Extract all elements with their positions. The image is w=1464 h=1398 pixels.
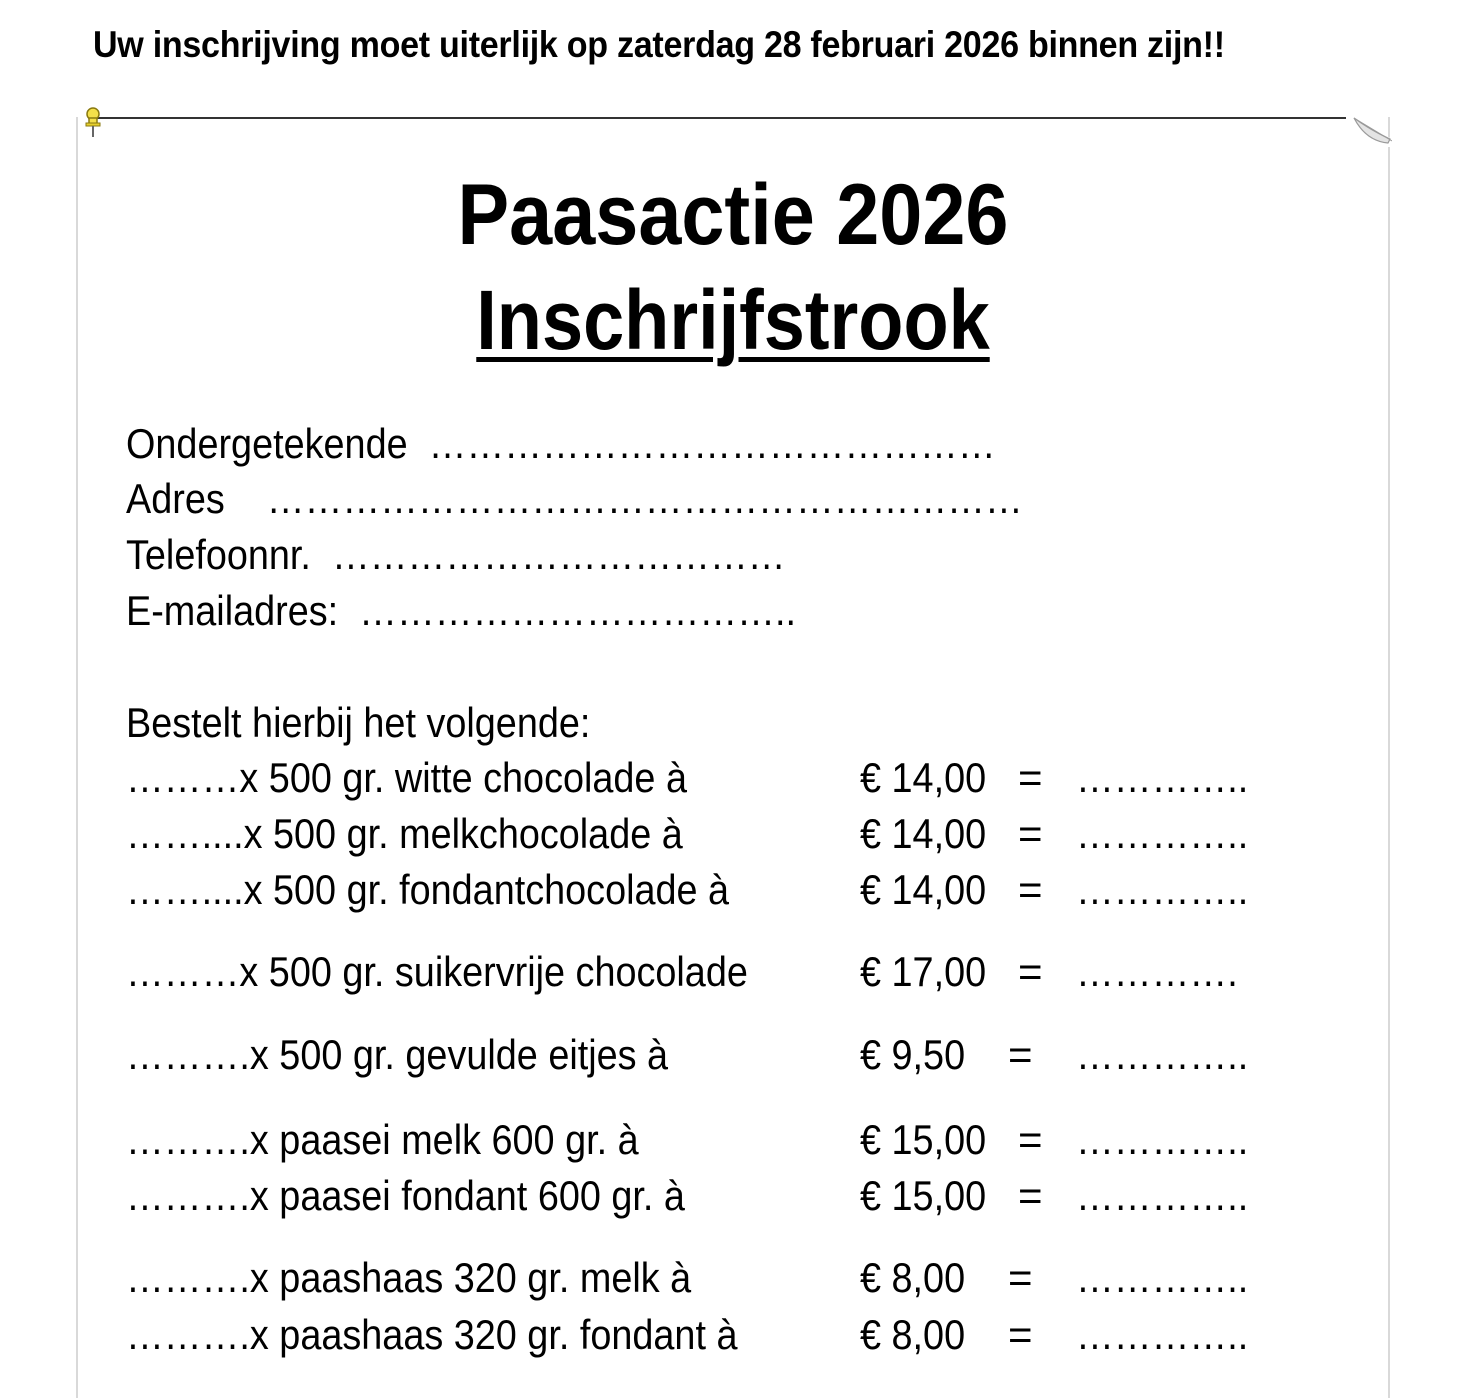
name-label: Ondergetekende: [126, 420, 408, 467]
sheet-top-border: [94, 117, 1346, 119]
order-item[interactable]: ……….x 500 gr. gevulde eitjes à: [126, 1031, 669, 1078]
page-title: Paasactie 2026: [457, 167, 1009, 263]
phone-blank[interactable]: ………………………………: [331, 531, 786, 578]
order-price: € 14,00: [860, 866, 987, 913]
order-row[interactable]: [78, 866, 1388, 914]
order-row[interactable]: [78, 1116, 1388, 1164]
form-subtitle-text: Inschrijfstrook: [476, 273, 990, 367]
order-total[interactable]: …………..: [1076, 810, 1249, 857]
order-equals: =: [1018, 866, 1043, 913]
order-equals: =: [1018, 1116, 1043, 1163]
order-item[interactable]: ………x 500 gr. witte chocolade à: [126, 754, 687, 801]
order-row[interactable]: [78, 810, 1388, 858]
order-total[interactable]: …………..: [1076, 1031, 1249, 1078]
order-total[interactable]: …………..: [1076, 1172, 1249, 1219]
order-row[interactable]: [78, 948, 1388, 996]
order-row[interactable]: [78, 1254, 1388, 1302]
page-curl-icon: [1352, 117, 1392, 147]
order-equals: =: [1008, 1031, 1033, 1078]
order-row[interactable]: [78, 1311, 1388, 1359]
phone-label: Telefoonnr.: [126, 531, 311, 578]
order-price: € 17,00: [860, 948, 987, 995]
email-blank[interactable]: ……………………………..: [359, 587, 796, 634]
phone-field[interactable]: [126, 531, 786, 579]
order-equals: =: [1018, 1172, 1043, 1219]
order-price: € 14,00: [860, 810, 987, 857]
name-field[interactable]: [126, 420, 996, 468]
email-field[interactable]: [126, 587, 796, 635]
order-total[interactable]: ………….: [1076, 948, 1238, 995]
order-item[interactable]: ……….x paasei fondant 600 gr. à: [126, 1172, 685, 1219]
order-total[interactable]: …………..: [1076, 754, 1249, 801]
order-intro: Bestelt hierbij het volgende:: [126, 699, 591, 746]
deadline-notice: Uw inschrijving moet uiterlijk op zaterdag 28 februari 2026 binnen zijn!!: [93, 24, 1225, 65]
order-equals: =: [1018, 754, 1043, 801]
order-form-sheet: [76, 117, 1390, 1398]
address-blank[interactable]: ……………………………………………………: [266, 475, 1023, 522]
order-item[interactable]: ……….x paashaas 320 gr. melk à: [126, 1254, 692, 1301]
order-equals: =: [1008, 1254, 1033, 1301]
order-price: € 15,00: [860, 1172, 987, 1219]
pushpin-icon: [82, 105, 104, 139]
order-equals: =: [1018, 948, 1043, 995]
name-blank[interactable]: ………………………………………: [428, 420, 996, 467]
order-equals: =: [1008, 1311, 1033, 1358]
address-label: Adres: [126, 475, 225, 522]
order-price: € 8,00: [860, 1254, 966, 1301]
form-subtitle: [157, 273, 1310, 367]
address-field[interactable]: [126, 475, 1023, 523]
order-row[interactable]: [78, 1172, 1388, 1220]
order-row[interactable]: [78, 1031, 1388, 1079]
order-item[interactable]: ……….x paasei melk 600 gr. à: [126, 1116, 639, 1163]
order-price: € 14,00: [860, 754, 987, 801]
order-item[interactable]: ……….x paashaas 320 gr. fondant à: [126, 1311, 738, 1358]
order-row[interactable]: [78, 754, 1388, 802]
order-price: € 9,50: [860, 1031, 966, 1078]
order-price: € 15,00: [860, 1116, 987, 1163]
order-total[interactable]: …………..: [1076, 866, 1249, 913]
order-total[interactable]: …………..: [1076, 1116, 1249, 1163]
order-item[interactable]: ………x 500 gr. suikervrije chocolade: [126, 948, 748, 995]
order-item[interactable]: ……....x 500 gr. fondantchocolade à: [126, 866, 730, 913]
email-label: E-mailadres:: [126, 587, 339, 634]
order-item[interactable]: ……....x 500 gr. melkchocolade à: [126, 810, 683, 857]
order-price: € 8,00: [860, 1311, 966, 1358]
order-total[interactable]: …………..: [1076, 1254, 1249, 1301]
order-total[interactable]: …………..: [1076, 1311, 1249, 1358]
order-equals: =: [1018, 810, 1043, 857]
